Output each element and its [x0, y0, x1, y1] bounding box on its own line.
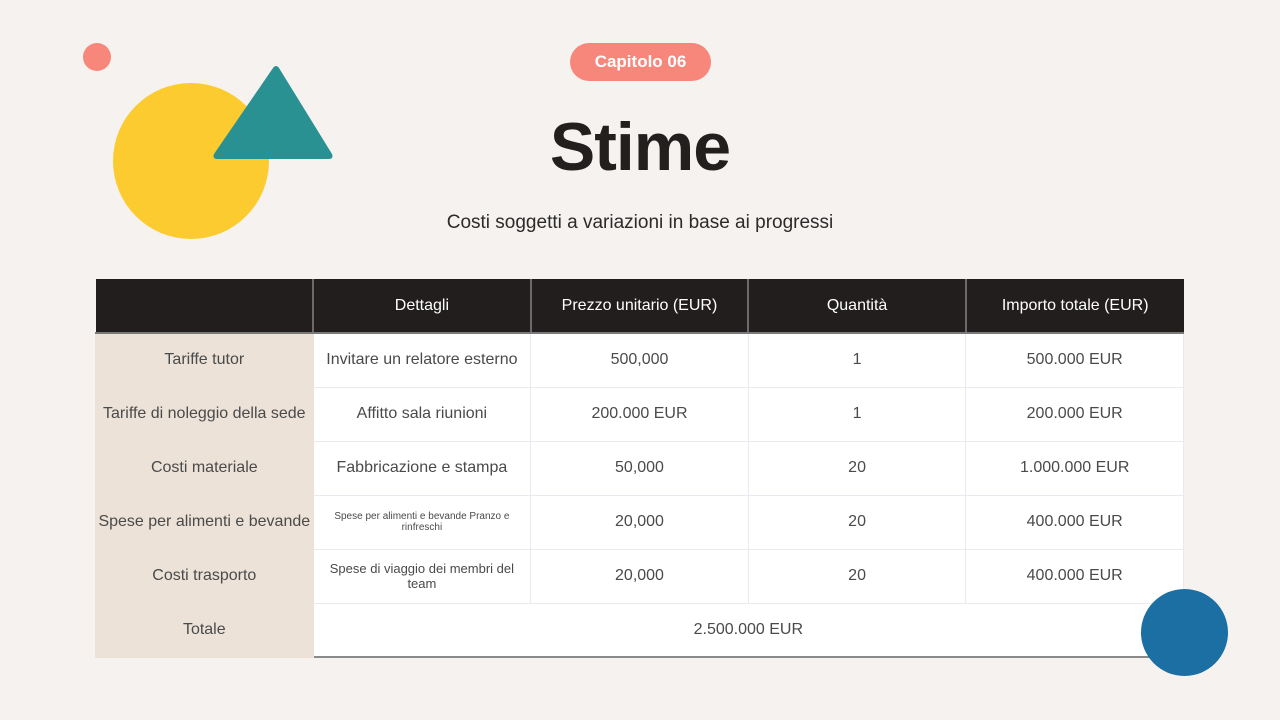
row-total: 400.000 EUR	[966, 549, 1184, 603]
row-unit-price: 50,000	[531, 441, 749, 495]
total-value: 2.500.000 EUR	[313, 603, 1183, 657]
decorative-blue-circle	[1141, 589, 1228, 676]
row-quantity: 20	[748, 495, 966, 549]
table-row	[96, 441, 1184, 495]
page-title: Stime	[549, 109, 731, 185]
header-total-amount: Importo totale (EUR)	[966, 279, 1184, 333]
row-label: Tariffe di noleggio della sede	[96, 387, 314, 441]
estimates-table	[95, 279, 1184, 658]
chapter-badge: Capitolo 06	[570, 43, 711, 81]
row-details: Spese di viaggio dei membri del team	[313, 549, 531, 603]
page-subtitle: Costi soggetti a variazioni in base ai progressi	[446, 212, 834, 233]
table-row	[96, 387, 1184, 441]
row-details: Spese per alimenti e bevande Pranzo e rinfreschi	[313, 495, 531, 549]
table-row	[96, 549, 1184, 603]
row-total: 1.000.000 EUR	[966, 441, 1184, 495]
row-label: Spese per alimenti e bevande	[96, 495, 314, 549]
row-details: Invitare un relatore esterno	[313, 333, 531, 387]
row-total: 200.000 EUR	[966, 387, 1184, 441]
row-quantity: 1	[748, 387, 966, 441]
row-details: Affitto sala riunioni	[313, 387, 531, 441]
row-unit-price: 20,000	[531, 495, 749, 549]
row-quantity: 1	[748, 333, 966, 387]
row-label: Costi materiale	[96, 441, 314, 495]
header-quantity: Quantità	[748, 279, 966, 333]
row-quantity: 20	[748, 441, 966, 495]
row-unit-price: 500,000	[531, 333, 749, 387]
header-details: Dettagli	[313, 279, 531, 333]
row-total: 400.000 EUR	[966, 495, 1184, 549]
row-unit-price: 200.000 EUR	[531, 387, 749, 441]
row-quantity: 20	[748, 549, 966, 603]
row-label: Costi trasporto	[96, 549, 314, 603]
decorative-coral-dot	[83, 43, 111, 71]
table-header-row	[96, 279, 1184, 333]
row-unit-price: 20,000	[531, 549, 749, 603]
table-row	[96, 495, 1184, 549]
row-total: 500.000 EUR	[966, 333, 1184, 387]
row-label: Tariffe tutor	[96, 333, 314, 387]
header-item	[96, 279, 314, 333]
table-total-row	[96, 603, 1184, 657]
header-unit-price: Prezzo unitario (EUR)	[531, 279, 749, 333]
total-label: Totale	[96, 603, 314, 657]
table-row	[96, 333, 1184, 387]
row-details: Fabbricazione e stampa	[313, 441, 531, 495]
